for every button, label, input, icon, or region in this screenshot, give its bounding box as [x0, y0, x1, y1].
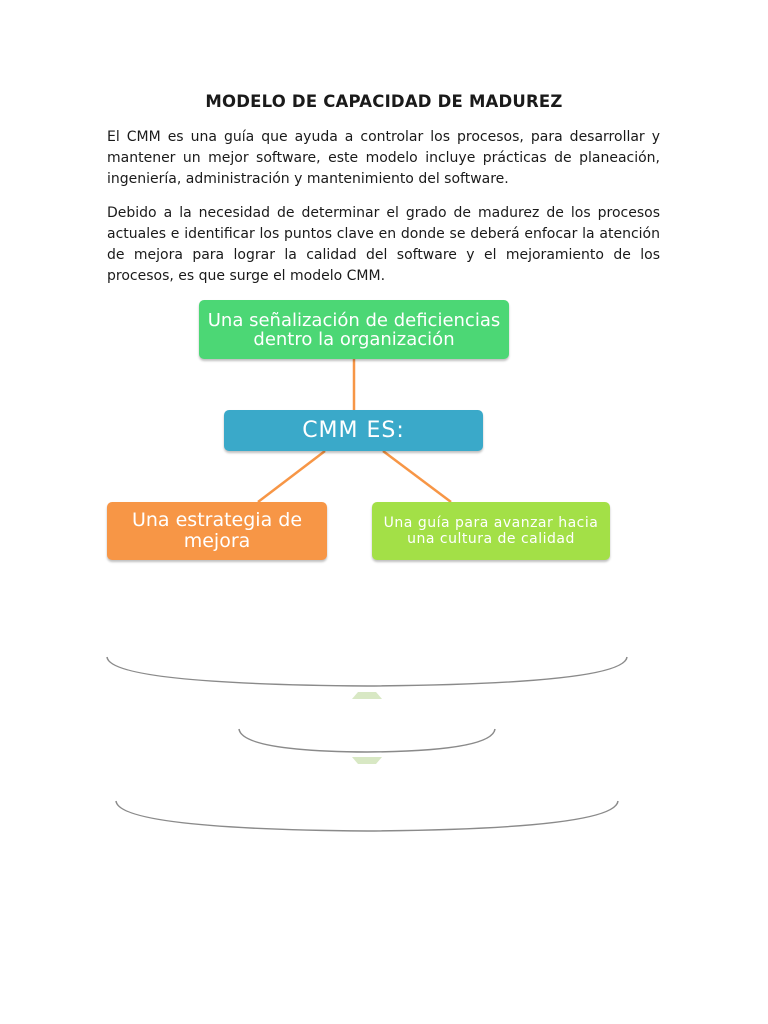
node-cmm-es: CMM ES: — [224, 410, 483, 451]
paragraph-intro: El CMM es una guía que ayuda a controlar los procesos, para desarrollar y mantener un mejor software, este modelo incluye prácticas de planeación, ingeniería, administración y mantenimiento del software. — [107, 129, 660, 187]
arrow-down-icon — [352, 757, 382, 764]
node-estrategia: Una estrategia de mejora — [107, 502, 327, 560]
document-title: MODELO DE CAPACIDAD DE MADUREZ — [205, 92, 563, 111]
paragraph-context: Debido a la necesidad de determinar el grado de madurez de los procesos actuales e identificar los puntos clave en donde se deberá enfocar la atención de mejora para lograr la calidad del software y el mejoramiento de los procesos, es que surge el modelo CMM. — [107, 205, 660, 284]
curve-shape-small-middle — [239, 729, 495, 752]
node-deficiencias: Una señalización de deficiencias dentro la organización — [199, 300, 509, 359]
node-guia-calidad: Una guía para avanzar hacia una cultura de calidad — [372, 502, 610, 560]
arrow-up-icon — [352, 692, 382, 699]
curve-shape-large-top — [107, 657, 627, 686]
connector-center-right — [383, 451, 451, 502]
curve-shape-large-bottom — [116, 801, 618, 831]
connector-center-left — [258, 451, 325, 502]
